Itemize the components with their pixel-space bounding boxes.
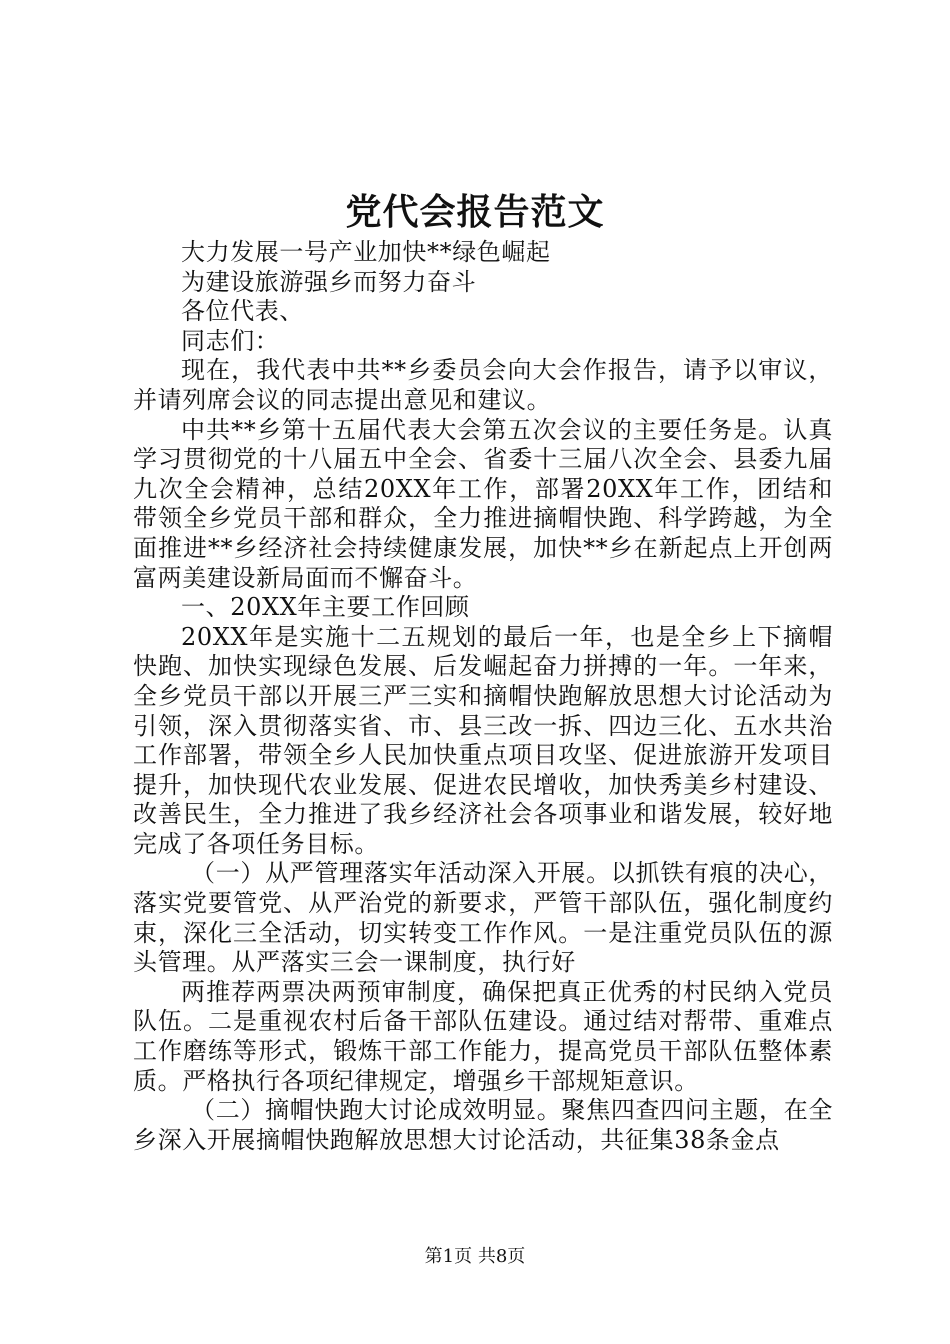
paragraph-subsection-2: （二）摘帽快跑大讨论成效明显。聚焦四查四问主题，在全乡深入开展摘帽快跑解放思想大讨论活动，共征集38条金点 — [133, 1096, 833, 1154]
document-body — [133, 238, 833, 1155]
paragraph-continuation: 两推荐两票决两预审制度，确保把真正优秀的村民纳入党员队伍。二是重视农村后备干部队伍建设。通过结对帮带、重难点工作磨练等形式，锻炼干部工作能力，提高党员干部队伍整体素质。严格执行各项纪律规定，增强乡干部规矩意识。 — [133, 977, 833, 1095]
paragraph-review: 20XX年是实施十二五规划的最后一年，也是全乡上下摘帽快跑、加快实现绿色发展、后发崛起奋力拼搏的一年。一年来，全乡党员干部以开展三严三实和摘帽快跑解放思想大讨论活动为引领，深入贯彻落实省、市、县三改一拆、四边三化、五水共治工作部署，带领全乡人民加快重点项目攻坚、促进旅游开发项目提升，加快现代农业发展、促进农民增收，加快秀美乡村建设、改善民生，全力推进了我乡经济社会各项事业和谐发展，较好地完成了各项任务目标。 — [133, 622, 833, 858]
paragraph-main-task: 中共**乡第十五届代表大会第五次会议的主要任务是。认真学习贯彻党的十八届五中全会、省委十三届八次全会、县委九届九次全会精神，总结20XX年工作，部署20XX年工作，团结和带领全乡党员干部和群众，全力推进摘帽快跑、科学跨越，为全面推进**乡经济社会持续健康发展，加快**乡在新起点上开创两富两美建设新局面而不懈奋斗。 — [133, 415, 833, 592]
salutation-line-1: 各位代表、 — [181, 297, 304, 326]
paragraph-subsection-1: （一）从严管理落实年活动深入开展。以抓铁有痕的决心，落实党要管党、从严治党的新要求，严管干部队伍，强化制度约束，深化三全活动，切实转变工作作风。一是注重党员队伍的源头管理。从严落实三会一课制度，执行好 — [133, 859, 833, 977]
paragraph-intro: 现在，我代表中共**乡委员会向大会作报告，请予以审议，并请列席会议的同志提出意见和建议。 — [133, 356, 833, 414]
section-heading-review: 一、20XX年主要工作回顾 — [181, 593, 470, 622]
subtitle-line-2: 为建设旅游强乡而努力奋斗 — [181, 267, 477, 296]
document-title: 党代会报告范文 — [345, 191, 605, 233]
salutation-line-2: 同志们： — [181, 326, 280, 355]
subtitle-line-1: 大力发展一号产业加快**绿色崛起 — [181, 238, 551, 266]
page-number-footer: 第1页 共8页 — [424, 1246, 526, 1267]
